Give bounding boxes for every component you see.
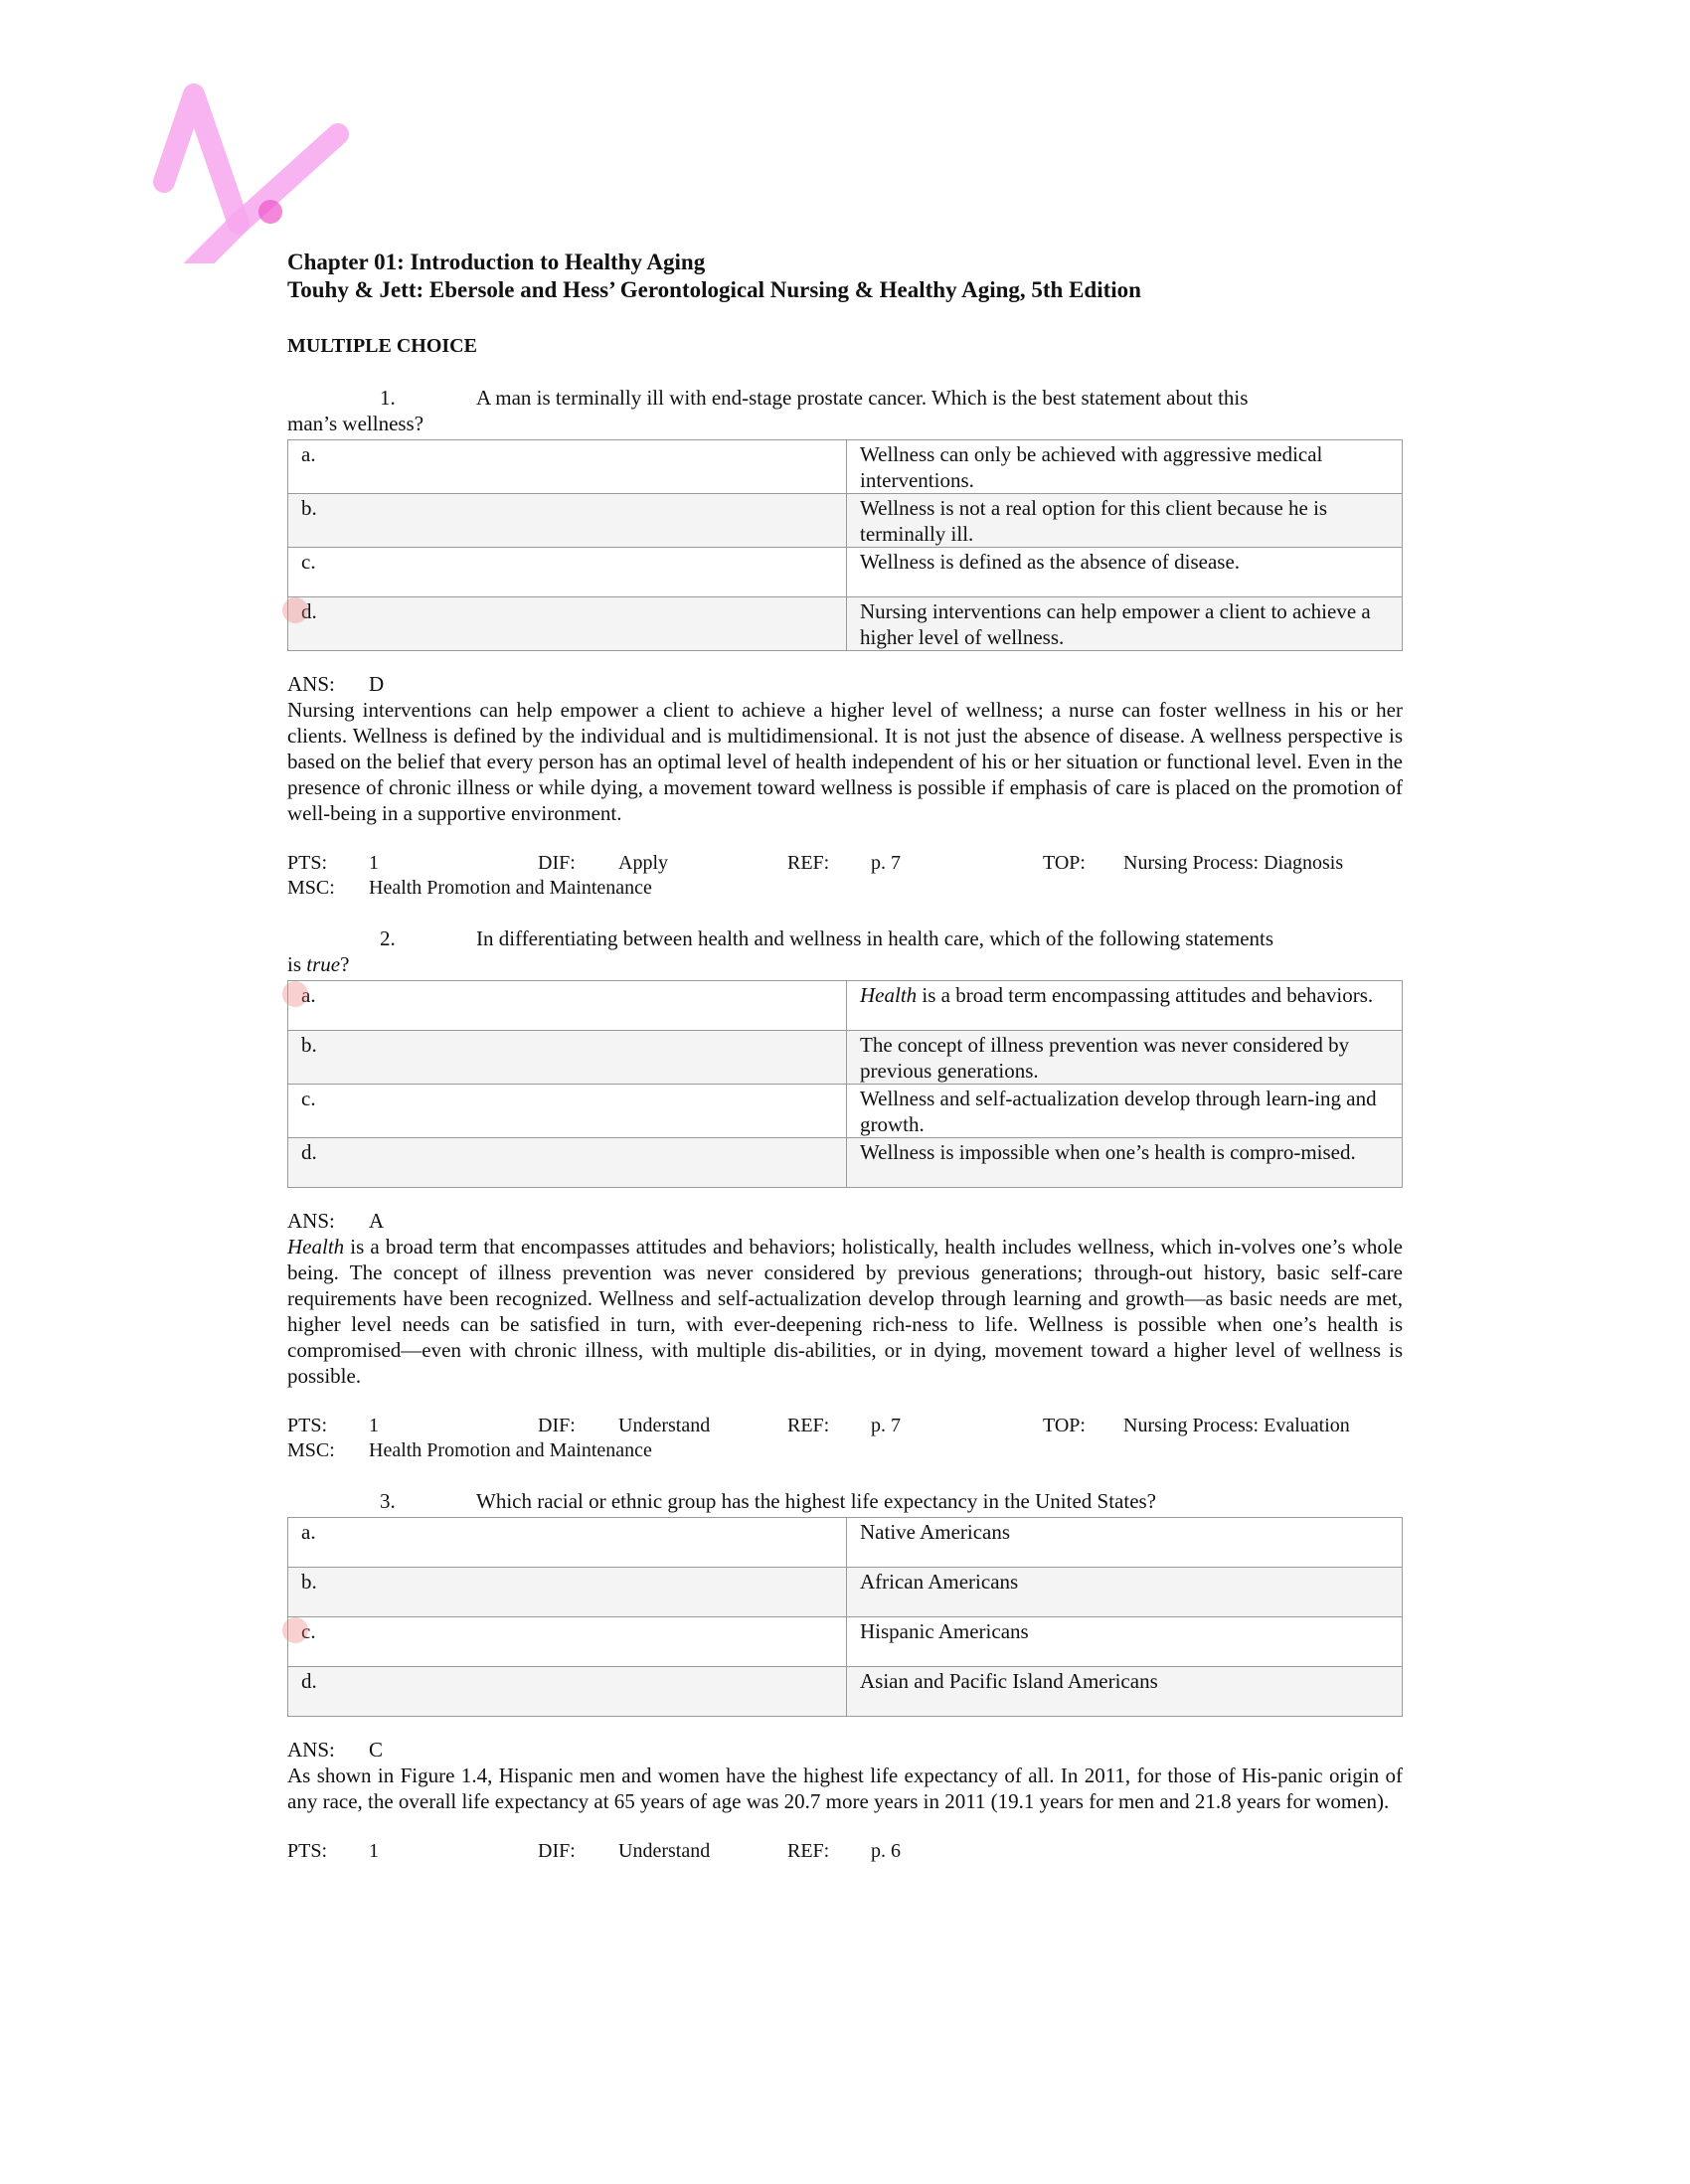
option-text-body: is a broad term encompassing attitudes and behaviors. — [917, 983, 1374, 1007]
option-text: African Americans — [847, 1568, 1403, 1617]
option-text: The concept of illness prevention was never considered by previous generations. — [847, 1031, 1403, 1085]
ref-label: REF: — [787, 1840, 830, 1862]
logo-stroke-left — [164, 94, 239, 224]
top-value: Nursing Process: Diagnosis — [1123, 852, 1344, 874]
question-meta — [287, 1838, 1403, 1863]
dif-value: Understand — [618, 1840, 711, 1862]
option-letter: a. — [288, 440, 847, 494]
option-letter: b. — [288, 1031, 847, 1085]
option-row[interactable] — [288, 548, 1403, 597]
question-1 — [287, 385, 1403, 900]
option-text: Asian and Pacific Island Americans — [847, 1667, 1403, 1717]
answer-highlight — [282, 597, 308, 623]
ref-label: REF: — [787, 852, 830, 874]
logo-joint — [258, 200, 282, 224]
options-table — [287, 980, 1403, 1188]
option-letter-answer — [288, 597, 847, 651]
option-row[interactable] — [288, 1617, 1403, 1667]
option-row[interactable] — [288, 1518, 1403, 1568]
answer-value: A — [369, 1209, 385, 1233]
question-stem-continued — [287, 951, 1403, 977]
option-letter: b. — [288, 1568, 847, 1617]
stem-text: ? — [340, 952, 350, 976]
option-row[interactable] — [288, 440, 1403, 494]
question-stem: Which racial or ethnic group has the highest life expectancy in the United States? — [476, 1489, 1157, 1513]
option-emphasis: Health — [860, 983, 918, 1007]
rationale-body: is a broad term that encompasses attitudes and behaviors; holistically, health includes wellness, which in-volves one’s whole being. The concept of illness prevention was never considered by previous generations; through-out history, basic self-care requirements have been recognized. Wellness and self-actualization develop through learning and growth—as basic needs are met, higher level needs can be satisfied in turn, with ever-deepening rich-ness to life. Wellness is possible when one’s health is compromised—even with chronic illness, with multiple dis-abilities, or in dying, movement toward a higher level of wellness is possible. — [287, 1235, 1403, 1388]
stem-emphasis: true — [306, 952, 341, 976]
answer-line — [287, 1737, 1403, 1763]
ans-label: ANS: — [287, 672, 335, 696]
question-stem: A man is terminally ill with end-stage prostate cancer. Which is the best statement about this — [476, 386, 1249, 410]
answer-line — [287, 1208, 1403, 1234]
rationale: Nursing interventions can help empower a client to achieve a higher level of wellness; a nurse can foster wellness in his or her clients. Wellness is defined by the individual and is multidimensional. It is not just the absence of disease. A wellness perspective is based on the belief that every person has an optimal level of health independent of his or her situation or functional level. Even in the presence of chronic illness or while dying, a movement toward wellness is possible if emphasis of care is placed on the promotion of well-being in a supportive environment. — [287, 698, 1403, 825]
answer-line — [287, 671, 1403, 697]
option-row[interactable] — [288, 597, 1403, 651]
question-2 — [287, 925, 1403, 1462]
option-row[interactable] — [288, 1085, 1403, 1138]
top-label: TOP: — [1043, 852, 1086, 874]
ref-label: REF: — [787, 1415, 830, 1436]
ref-value: p. 7 — [871, 1415, 901, 1436]
msc-label: MSC: — [287, 1439, 335, 1461]
answer-value: D — [369, 672, 385, 696]
rationale — [287, 1234, 1403, 1389]
top-label: TOP: — [1043, 1415, 1086, 1436]
question-3 — [287, 1488, 1403, 1863]
pts-label: PTS: — [287, 852, 328, 874]
option-letter-answer — [288, 1617, 847, 1667]
top-value: Nursing Process: Evaluation — [1123, 1415, 1350, 1436]
option-letter: a. — [288, 1518, 847, 1568]
option-letter: d. — [288, 1667, 847, 1717]
answer-highlight — [282, 1617, 308, 1643]
option-text: Wellness is impossible when one’s health is compro-mised. — [847, 1138, 1403, 1188]
book-title: Touhy & Jett: Ebersole and Hess’ Gerontological Nursing & Healthy Aging, 5th Edition — [287, 277, 1141, 302]
question-number: 2. — [380, 926, 396, 950]
question-stem-continued: man’s wellness? — [287, 412, 424, 435]
question-stem: In differentiating between health and wellness in health care, which of the following statements — [476, 926, 1274, 950]
option-letter: d. — [301, 599, 317, 623]
question-meta — [287, 850, 1403, 900]
stem-text: is — [287, 952, 307, 976]
option-row[interactable] — [288, 981, 1403, 1031]
pts-label: PTS: — [287, 1840, 328, 1862]
question-number: 3. — [380, 1489, 396, 1513]
option-letter: a. — [301, 983, 316, 1007]
msc-value: Health Promotion and Maintenance — [369, 1439, 652, 1461]
question-number: 1. — [380, 386, 396, 410]
option-row[interactable] — [288, 1667, 1403, 1717]
handwritten-logo-mark — [149, 75, 358, 263]
dif-value: Understand — [618, 1415, 711, 1436]
dif-label: DIF: — [538, 1840, 576, 1862]
option-row[interactable] — [288, 1568, 1403, 1617]
options-table — [287, 439, 1403, 651]
option-letter: d. — [288, 1138, 847, 1188]
option-letter-answer — [288, 981, 847, 1031]
dif-label: DIF: — [538, 852, 576, 874]
pts-label: PTS: — [287, 1415, 328, 1436]
option-text: Wellness is defined as the absence of disease. — [847, 548, 1403, 597]
dif-value: Apply — [618, 852, 668, 874]
option-text: Wellness and self-actualization develop through learn-ing and growth. — [847, 1085, 1403, 1138]
section-heading: MULTIPLE CHOICE — [287, 335, 477, 357]
document-page — [287, 249, 1403, 1863]
option-text: Native Americans — [847, 1518, 1403, 1568]
rationale: As shown in Figure 1.4, Hispanic men and women have the highest life expectancy of all. In 2011, for those of His-panic origin of any race, the overall life expectancy at 65 years of age was 20.7 more years in 2011 (19.1 years for men and 21.8 years for women). — [287, 1764, 1403, 1813]
pts-value: 1 — [369, 852, 379, 874]
option-text: Nursing interventions can help empower a client to achieve a higher level of wellness. — [847, 597, 1403, 651]
option-letter: c. — [288, 1085, 847, 1138]
ref-value: p. 6 — [871, 1840, 901, 1862]
ref-value: p. 7 — [871, 852, 901, 874]
pts-value: 1 — [369, 1415, 379, 1436]
option-row[interactable] — [288, 494, 1403, 548]
question-meta — [287, 1413, 1403, 1462]
pts-value: 1 — [369, 1840, 379, 1862]
option-letter: b. — [288, 494, 847, 548]
answer-highlight — [282, 981, 308, 1007]
dif-label: DIF: — [538, 1415, 576, 1436]
option-letter: c. — [301, 1619, 316, 1643]
msc-label: MSC: — [287, 877, 335, 899]
options-table — [287, 1517, 1403, 1717]
chapter-title: Chapter 01: Introduction to Healthy Aging — [287, 250, 706, 274]
option-row[interactable] — [288, 1031, 1403, 1085]
option-text: Wellness is not a real option for this client because he is terminally ill. — [847, 494, 1403, 548]
option-text: Hispanic Americans — [847, 1617, 1403, 1667]
option-text — [847, 981, 1403, 1031]
option-text: Wellness can only be achieved with aggressive medical interventions. — [847, 440, 1403, 494]
rationale-emphasis: Health — [287, 1235, 345, 1259]
answer-value: C — [369, 1738, 384, 1762]
option-letter: c. — [288, 548, 847, 597]
option-row[interactable] — [288, 1138, 1403, 1188]
ans-label: ANS: — [287, 1738, 335, 1762]
ans-label: ANS: — [287, 1209, 335, 1233]
msc-value: Health Promotion and Maintenance — [369, 877, 652, 899]
